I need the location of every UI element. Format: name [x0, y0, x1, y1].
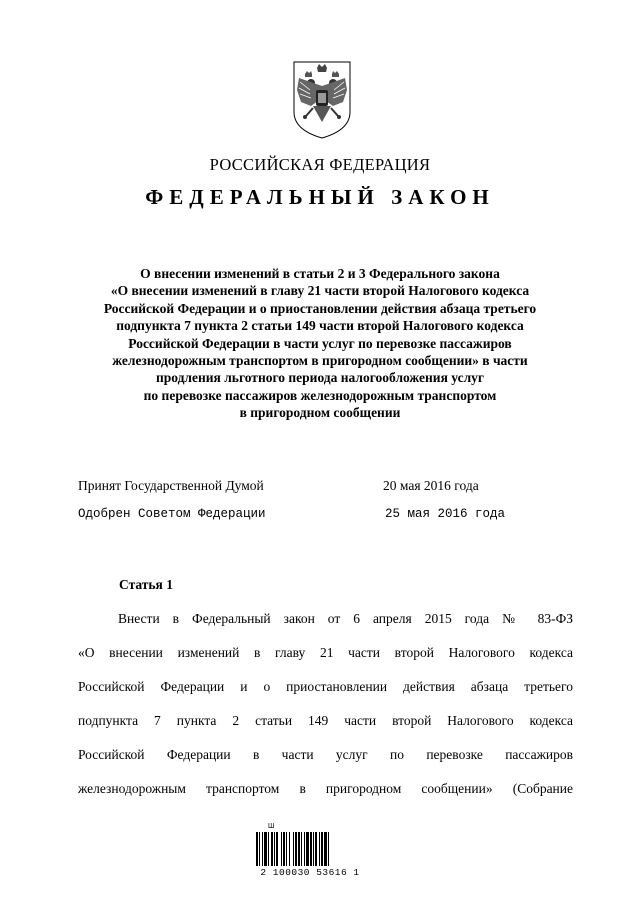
- law-title-line: Российской Федерации в части услуг по перевозке пассажиров: [128, 335, 512, 351]
- barcode-bar: [295, 832, 297, 866]
- barcode-bar: [259, 832, 260, 866]
- law-title-line: подпункта 7 пункта 2 статьи 149 части второй Налогового кодекса: [116, 318, 524, 334]
- barcode-bar: [271, 832, 273, 866]
- barcode-bar: [315, 832, 317, 866]
- council-approval-label: Одобрен Советом Федерации: [78, 507, 266, 521]
- country-heading: РОССИЙСКАЯ ФЕДЕРАЦИЯ: [209, 155, 431, 174]
- barcode-bar: [274, 832, 275, 866]
- barcode-bar: [293, 832, 294, 866]
- barcode-bar: [276, 832, 278, 866]
- barcode-bar: [324, 832, 327, 866]
- duma-adoption-label: Принят Государственной Думой: [78, 478, 264, 493]
- law-title-line: железнодорожным транспортом в пригородном сообщении» в части: [112, 353, 528, 369]
- barcode-stamp: Ш: [268, 823, 275, 830]
- law-title-line: «О внесении изменений в главу 21 части второй Налогового кодекса: [110, 283, 530, 299]
- barcode-bar: [310, 832, 312, 866]
- barcode-bar: [262, 832, 263, 866]
- barcode-bar: [328, 832, 329, 866]
- barcode-bar: [264, 832, 267, 866]
- barcode-bar: [313, 832, 314, 866]
- barcode-bar: [304, 832, 305, 866]
- law-title: [60, 265, 580, 422]
- article-line: Российской Федерации и о приостановлении действия абзаца третьего: [78, 679, 573, 694]
- law-title-line: в пригородном сообщении: [239, 405, 401, 421]
- article-line: Российской Федерации в части услуг по перевозке пассажиров: [78, 747, 573, 762]
- article-line: «О внесении изменений в главу 21 части второй Налогового кодекса: [78, 645, 573, 660]
- barcode-bar: [281, 832, 282, 866]
- law-title-line: продления льготного периода налогообложения услуг: [155, 370, 485, 386]
- council-approval-date: 25 мая 2016 года: [385, 507, 506, 521]
- barcode-bar: [289, 832, 290, 866]
- article-body: [78, 602, 573, 806]
- article-heading: Статья 1: [119, 577, 173, 592]
- barcode-bar: [321, 832, 323, 866]
- barcode-bar: [298, 832, 300, 866]
- law-title-line: О внесении изменений в статьи 2 и 3 Федерального закона: [140, 266, 500, 281]
- barcode-bar: [268, 832, 269, 866]
- law-title-line: по перевозке пассажиров железнодорожным транспортом: [143, 387, 497, 403]
- barcode-bar: [319, 832, 320, 866]
- barcode-image: [256, 832, 364, 866]
- article-line: подпункта 7 пункта 2 статьи 149 части второй Налогового кодекса: [78, 713, 573, 728]
- law-title-line: Российской Федерации и о приостановлении действия абзаца третьего: [103, 300, 537, 316]
- article-line: железнодорожным транспортом в пригородном сообщении» (Собрание: [78, 781, 573, 796]
- barcode-bar: [306, 832, 309, 866]
- barcode-bar: [286, 832, 287, 866]
- coat-of-arms-emblem: [291, 60, 353, 140]
- barcode-bar: [256, 832, 258, 866]
- document-type-heading: ФЕДЕРАЛЬНЫЙ ЗАКОН: [145, 185, 495, 209]
- barcode-number: 2 100030 53616 1: [260, 867, 360, 878]
- barcode-bar: [283, 832, 285, 866]
- article-line: Внести в Федеральный закон от 6 апреля 2015 года № 83-ФЗ: [118, 611, 573, 626]
- barcode-bar: [301, 832, 302, 866]
- duma-adoption-date: 20 мая 2016 года: [383, 478, 479, 493]
